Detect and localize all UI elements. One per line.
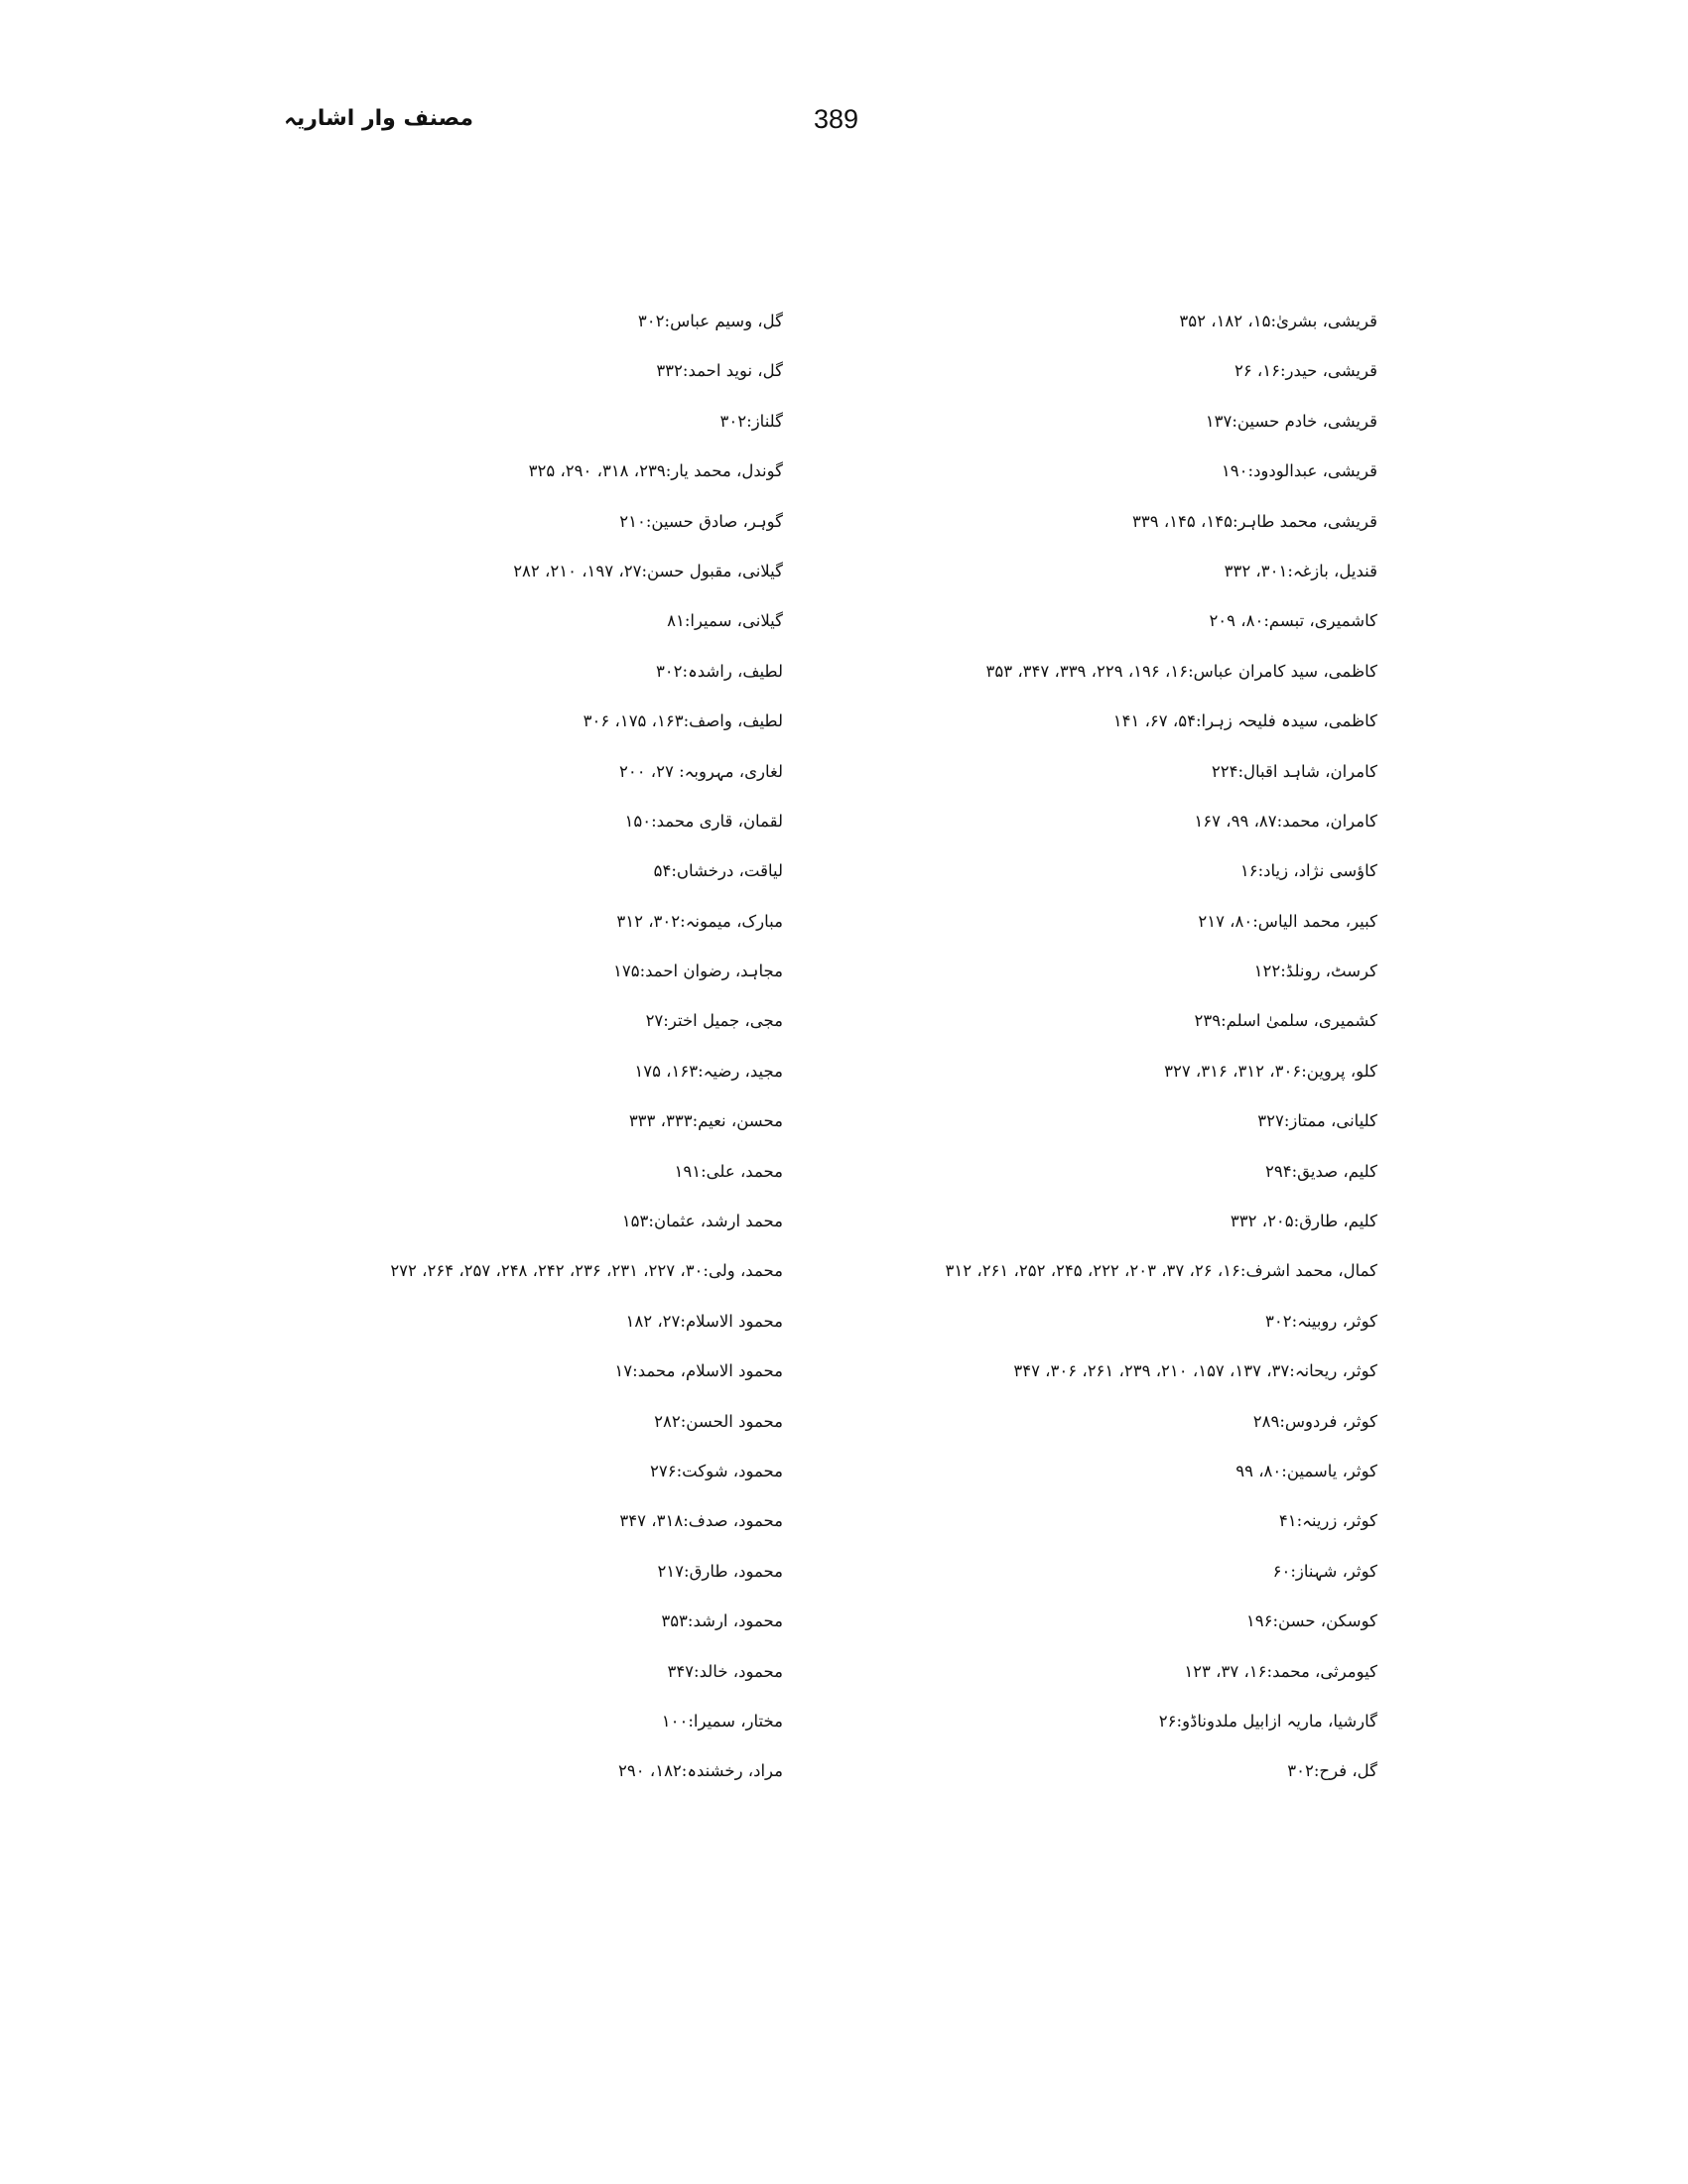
index-entry: محمود الحسن:۲۸۲ [654, 1411, 783, 1431]
index-entry: محمود الاسلام، محمد:۱۷ [614, 1361, 783, 1381]
index-entry: محمود، صدف:۳۱۸، ۳۴۷ [619, 1511, 783, 1531]
index-entry: لقمان، قاری محمد:۱۵۰ [624, 811, 783, 831]
index-entry: کاظمی، سیدہ فلیحہ زہرا:۵۴، ۶۷، ۱۴۱ [1112, 711, 1377, 731]
index-entry: کلو، پروین:۳۰۶، ۳۱۲، ۳۱۶، ۳۲۷ [1164, 1061, 1377, 1081]
index-entry: لغاری، مہروبہ: ۲۷، ۲۰۰ [618, 761, 783, 781]
index-entry: قریشی، بشریٰ:۱۵، ۱۸۲، ۳۵۲ [1179, 312, 1377, 330]
index-entry: قریشی، خادم حسین:۱۳۷ [1205, 411, 1377, 431]
index-entry: کمال، محمد اشرف:۱۶، ۲۶، ۳۷، ۲۰۳، ۲۲۲، ۲۴۵، ۲۵۲، ۲۶۱، ۳۱۲ [945, 1261, 1377, 1281]
index-entry: گلناز:۳۰۲ [719, 411, 783, 431]
index-entry: قریشی، حیدر:۱۶، ۲۶ [1234, 361, 1377, 381]
index-entry: کشمیری، سلمیٰ اسلم:۲۳۹ [1194, 1011, 1377, 1031]
index-entry: محمود، شوکت:۲۷۶ [649, 1461, 783, 1480]
running-header-title: مصنف وار اشاریہ [284, 106, 473, 131]
index-entry: کلیم، طارق:۲۰۵، ۳۳۲ [1230, 1212, 1377, 1231]
index-entry: محمد ارشد، عثمان:۱۵۳ [621, 1212, 783, 1231]
index-entry: مراد، رخشندہ:۱۸۲، ۲۹۰ [618, 1761, 783, 1781]
index-entry: کبیر، محمد الیاس:۸۰، ۲۱۷ [1198, 911, 1377, 931]
index-entry: قریشی، محمد طاہر:۱۴۵، ۱۴۵، ۳۳۹ [1132, 511, 1377, 531]
index-entry: لیاقت، درخشاں:۵۴ [653, 861, 783, 881]
index-entry: مجی، جمیل اختر:۲۷ [645, 1011, 783, 1031]
index-entry: کوثر، شہناز:۶۰ [1272, 1561, 1377, 1581]
page-header [0, 103, 1688, 143]
index-entry: کوثر، روبینہ:۳۰۲ [1265, 1311, 1377, 1331]
index-entry: مجید، رضیہ:۱۶۳، ۱۷۵ [634, 1061, 783, 1081]
index-entry: کوثر، ریحانہ:۳۷، ۱۳۷، ۱۵۷، ۲۱۰، ۲۳۹، ۲۶۱، ۳۰۶، ۳۴۷ [1013, 1361, 1377, 1381]
index-entry: قندیل، بازغہ:۳۰۱، ۳۳۲ [1224, 561, 1377, 580]
index-entry: گوندل، محمد یار:۲۳۹، ۳۱۸، ۲۹۰، ۳۲۵ [528, 461, 783, 481]
index-entry: لطیف، راشدہ:۳۰۲ [655, 661, 783, 681]
index-entry: مجاہد، رضوان احمد:۱۷۵ [612, 962, 783, 981]
index-entry: کامران، محمد:۸۷، ۹۹، ۱۶۷ [1194, 811, 1377, 831]
index-entry: کاشمیری، تبسم:۸۰، ۲۰۹ [1209, 611, 1377, 631]
index-entry: کوسکن، حسن:۱۹۶ [1245, 1611, 1377, 1631]
index-column-left [207, 306, 783, 1806]
index-entry: کلیانی، ممتاز:۳۲۷ [1257, 1111, 1377, 1131]
index-entry: کوثر، فردوس:۲۸۹ [1252, 1411, 1377, 1431]
index-entry: محمود الاسلام:۲۷، ۱۸۲ [625, 1311, 783, 1331]
index-entry: محمود، طارق:۲۱۷ [657, 1561, 783, 1581]
index-entry: کاؤسی نژاد، زیاد:۱۶ [1239, 861, 1377, 881]
index-entry: محمود، ارشد:۳۵۳ [661, 1611, 783, 1631]
index-entry: گل، نوید احمد:۳۳۲ [656, 361, 783, 381]
index-entry: گل، وسیم عباس:۳۰۲ [637, 312, 783, 330]
index-entry: مختار، سمیرا:۱۰۰ [661, 1711, 783, 1731]
index-entry: کوثر، زرینہ:۴۱ [1278, 1511, 1377, 1531]
index-entry: گوہر، صادق حسین:۲۱۰ [619, 511, 783, 531]
index-entry: کرسٹ، رونلڈ:۱۲۲ [1253, 962, 1377, 981]
index-entry: محمود، خالد:۳۴۷ [667, 1661, 783, 1681]
index-entry: مبارک، میمونہ:۳۰۲، ۳۱۲ [616, 911, 783, 931]
index-entry: گارشیا، ماریہ ازابیل ملدوناڈو:۲۶ [1158, 1711, 1377, 1731]
index-entry: کیومرثی، محمد:۱۶، ۳۷، ۱۲۳ [1184, 1661, 1377, 1681]
index-entry: محسن، نعیم:۳۳۳، ۳۳۳ [628, 1111, 783, 1131]
index-entry: کاظمی، سید کامران عباس:۱۶، ۱۹۶، ۲۲۹، ۳۳۹، ۳۴۷، ۳۵۳ [985, 661, 1377, 681]
page-number: 389 [814, 104, 859, 134]
index-entry: گیلانی، سمیرا:۸۱ [667, 611, 783, 631]
index-entry: کوثر، یاسمین:۸۰، ۹۹ [1235, 1461, 1377, 1480]
index-entry: گل، فرح:۳۰۲ [1287, 1761, 1377, 1781]
index-entry: لطیف، واصف:۱۶۳، ۱۷۵، ۳۰۶ [583, 711, 783, 731]
index-entry: گیلانی، مقبول حسن:۲۷، ۱۹۷، ۲۱۰، ۲۸۲ [513, 561, 783, 580]
index-entry: قریشی، عبدالودود:۱۹۰ [1221, 461, 1377, 481]
index-entry: کلیم، صدیق:۲۹۴ [1264, 1161, 1377, 1181]
index-entry: محمد، علی:۱۹۱ [674, 1161, 783, 1181]
index-entry: محمد، ولی:۳۰، ۲۲۷، ۲۳۱، ۲۳۶، ۲۴۲، ۲۴۸، ۲۵۷، ۲۶۴، ۲۷۲ [390, 1261, 783, 1281]
index-entry: کامران، شاہد اقبال:۲۲۴ [1211, 761, 1377, 781]
